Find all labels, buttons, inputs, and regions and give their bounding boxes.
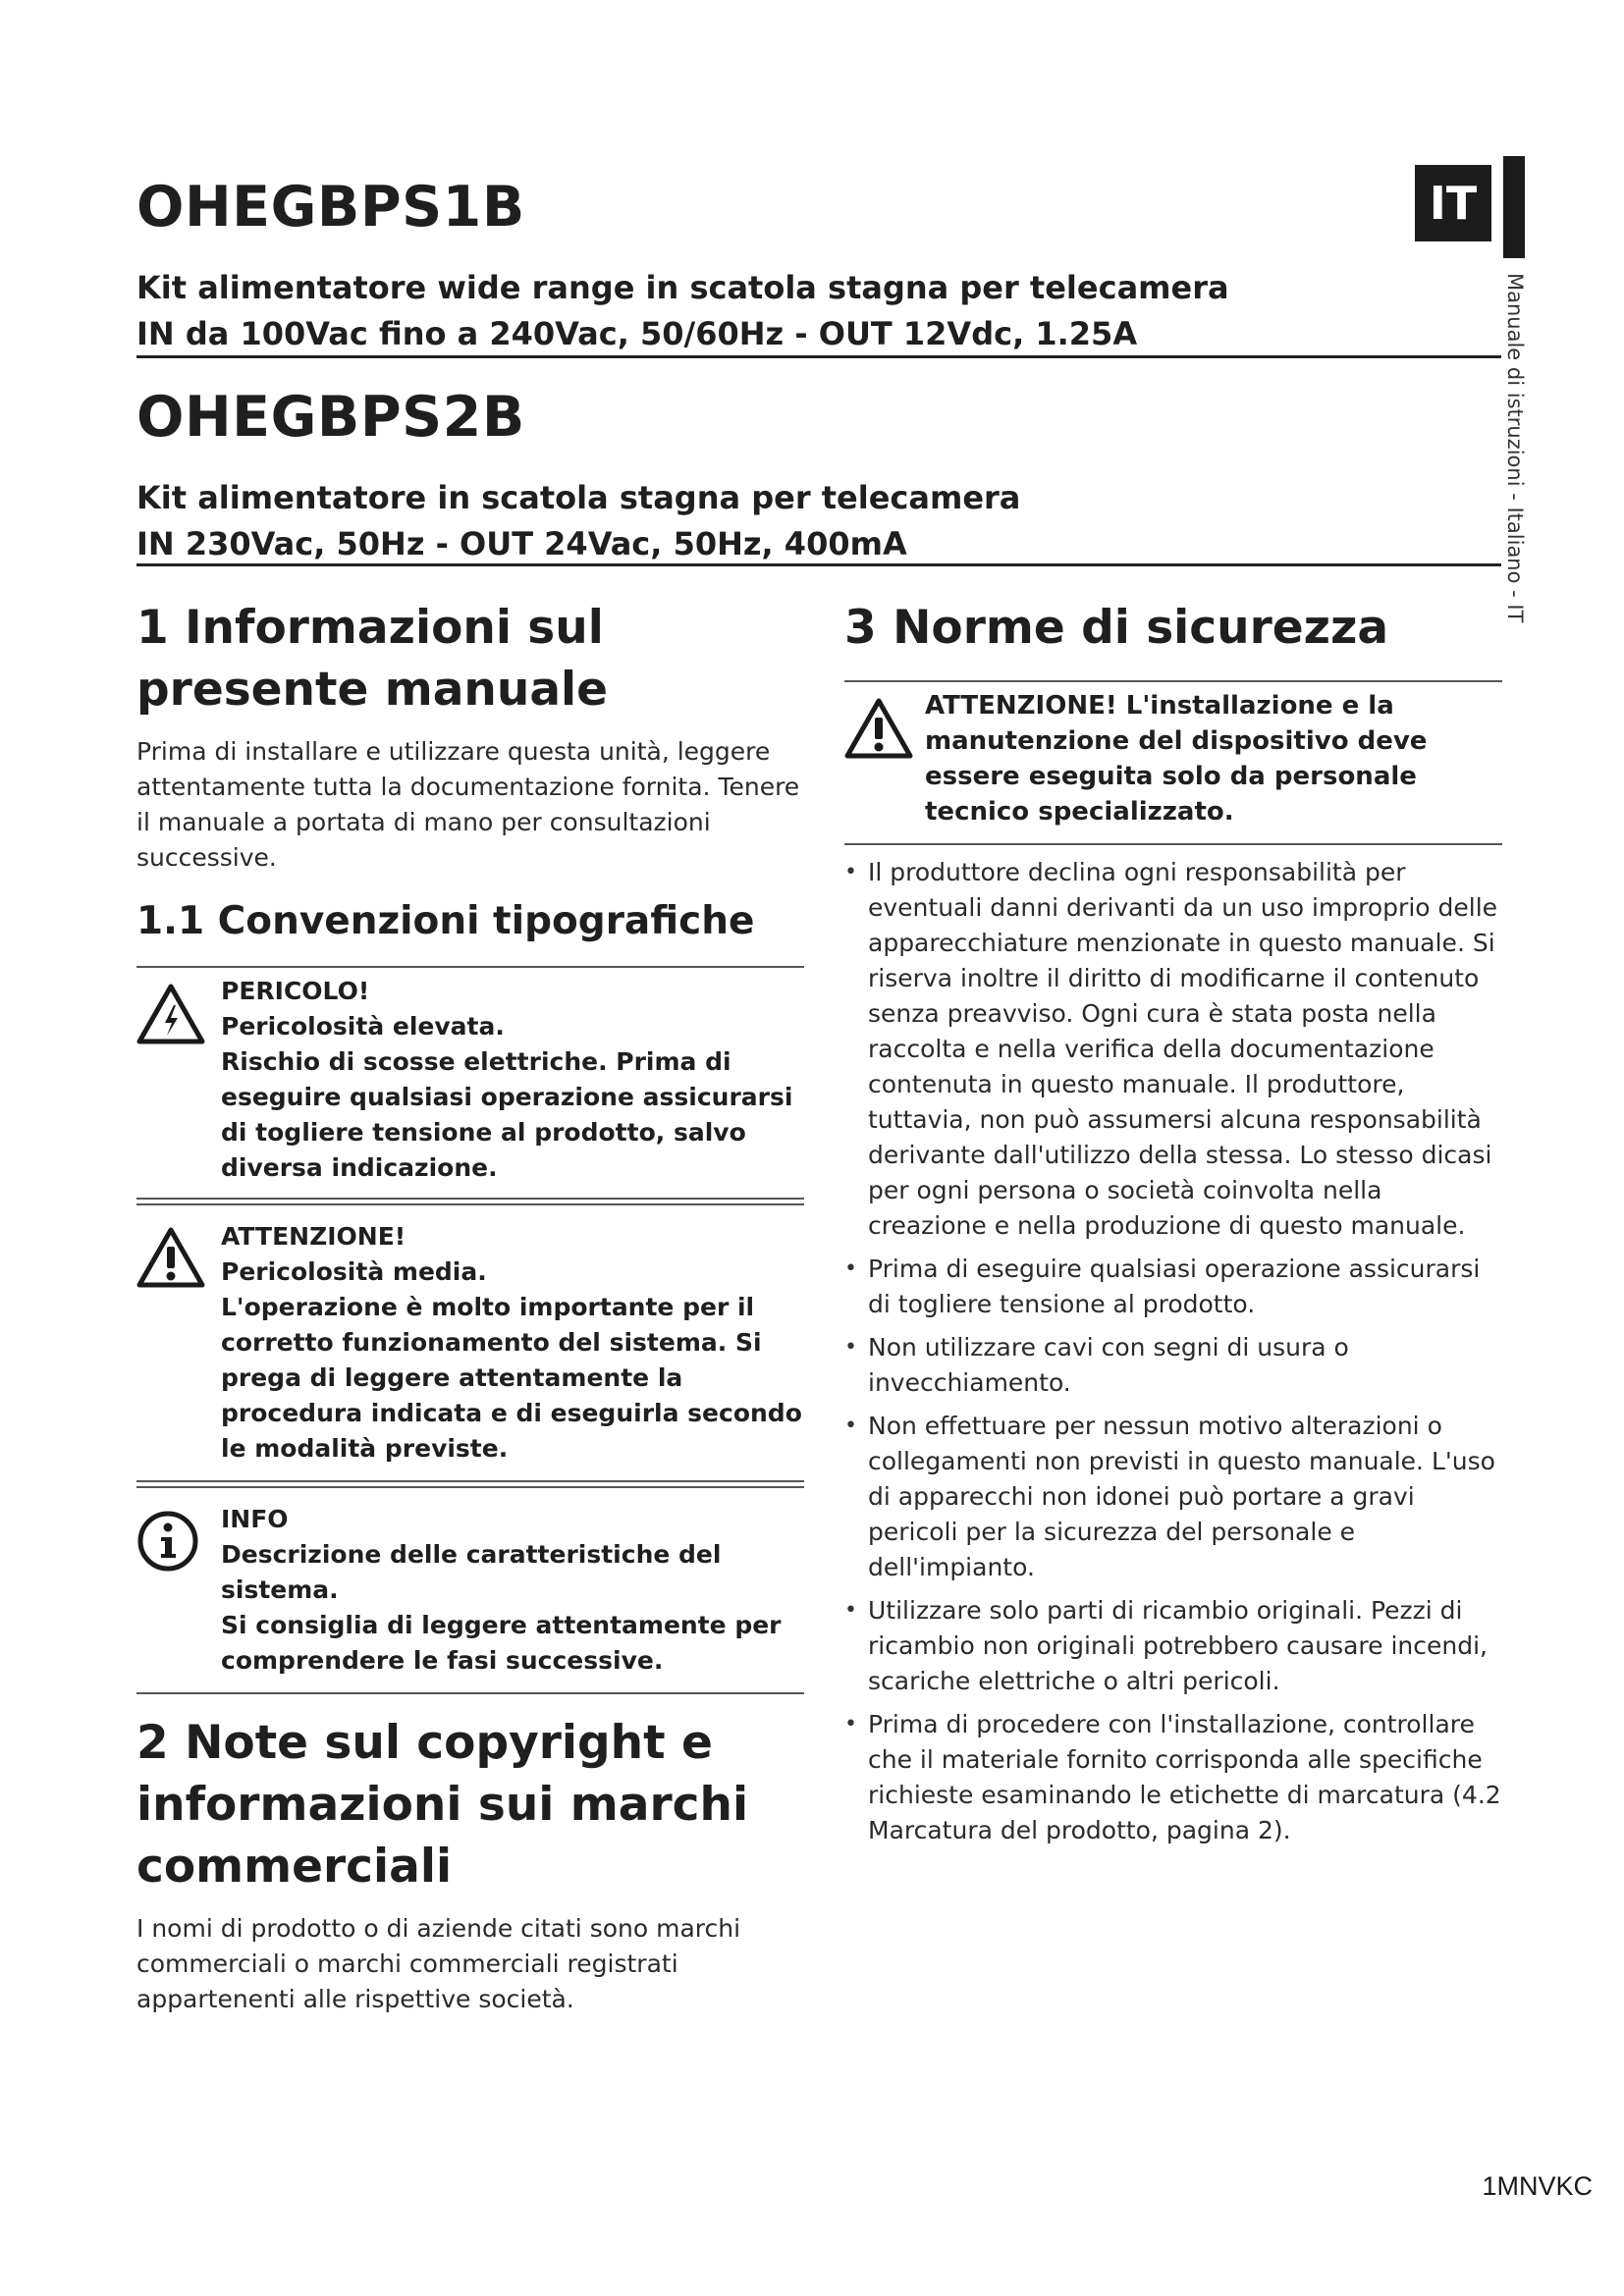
notice-text: Descrizione delle caratteristiche del sistema. Si consiglia di leggere attentamente per comprendere le fasi successive. bbox=[221, 1540, 782, 1675]
section-1-1-title: 1.1 Convenzioni tipografiche bbox=[136, 899, 755, 943]
section-1-title: 1 Informazioni sul presente manuale bbox=[136, 601, 609, 717]
notice-title: PERICOLO! bbox=[221, 977, 370, 1005]
list-item: • Prima di procedere con l'installazione, controllare che il materiale fornito corrisponda alle specifiche richieste esaminando le etichette di marcatura (4.2 Marcatura del prodotto, pagina 2). bbox=[844, 1707, 1502, 1848]
divider bbox=[136, 1486, 804, 1488]
document-code: 1MNVKC bbox=[1482, 2171, 1593, 2201]
divider bbox=[136, 966, 804, 968]
product-code-2: OHEGBPS2B bbox=[136, 385, 525, 450]
notice-title: ATTENZIONE! bbox=[221, 1222, 406, 1251]
info-icon bbox=[136, 1510, 199, 1573]
divider bbox=[136, 355, 1501, 358]
product-code-1: OHEGBPS1B bbox=[136, 175, 525, 240]
divider bbox=[136, 1198, 804, 1200]
notice-info bbox=[136, 1502, 804, 1679]
product-description-line1: Kit alimentatore in scatola stagna per telecamera bbox=[136, 479, 1021, 516]
divider bbox=[844, 843, 1502, 845]
section-2-title: 2 Note sul copyright e informazioni sui marchi commerciali bbox=[136, 1716, 749, 1894]
electric-hazard-icon bbox=[136, 984, 205, 1044]
product-description-1 bbox=[136, 265, 1491, 357]
list-item: • Non effettuare per nessun motivo alterazioni o collegamenti non previsti in questo manuale. L'uso di apparecchi non idonei può portare a gravi pericoli per la sicurezza del personale e dell'impianto. bbox=[844, 1409, 1502, 1585]
product-description-line2: IN 230Vac, 50Hz - OUT 24Vac, 50Hz, 400mA bbox=[136, 525, 907, 562]
notice-danger bbox=[136, 974, 804, 1186]
safety-rules-list bbox=[844, 855, 1502, 1848]
divider bbox=[136, 1692, 804, 1694]
section-3-title: 3 Norme di sicurezza bbox=[844, 601, 1389, 655]
left-column bbox=[136, 597, 804, 2017]
product-description-line2: IN da 100Vac fino a 240Vac, 50/60Hz - OUT 12Vdc, 1.25A bbox=[136, 315, 1138, 352]
safety-warning-text: ATTENZIONE! L'installazione e la manutenzione del dispositivo deve essere eseguita solo da personale tecnico specializzato. bbox=[925, 691, 1428, 827]
section-1-body: Prima di installare e utilizzare questa unità, leggere attentamente tutta la documentazione fornita. Tenere il manuale a portata di mano per consultazioni successive. bbox=[136, 737, 800, 872]
notice-title: INFO bbox=[221, 1505, 289, 1533]
right-column bbox=[844, 597, 1502, 1856]
list-item: • Prima di eseguire qualsiasi operazione assicurarsi di togliere tensione al prodotto. bbox=[844, 1252, 1502, 1322]
divider bbox=[844, 680, 1502, 682]
product-description-line1: Kit alimentatore wide range in scatola stagna per telecamera bbox=[136, 269, 1229, 306]
notice-text: Pericolosità elevata. Rischio di scosse elettriche. Prima di eseguire qualsiasi operazione assicurarsi di togliere tensione al prodotto, salvo diversa indicazione. bbox=[221, 1012, 793, 1182]
safety-warning bbox=[844, 688, 1502, 829]
language-bar bbox=[1503, 156, 1525, 258]
list-item: • Il produttore declina ogni responsabilità per eventuali danni derivanti da un uso improprio delle apparecchiature menzionate in questo manuale. Si riserva inoltre il diritto di modificarne il contenuto senza preavviso. Ogni cura è stata posta nella raccolta e nella verifica della documentazione contenuta in questo manuale. Il produttore, tuttavia, non può assumersi alcuna responsabilità derivante dall'utilizzo della stessa. Lo stesso dicasi per ogni persona o società coinvolta nella creazione e nella produzione di questo manuale. bbox=[844, 855, 1502, 1244]
warning-icon bbox=[844, 698, 913, 759]
side-label: Manuale di istruzioni - Italiano - IT bbox=[1503, 273, 1527, 623]
list-item: • Utilizzare solo parti di ricambio originali. Pezzi di ricambio non originali potrebbero causare incendi, scariche elettriche o altri pericoli. bbox=[844, 1593, 1502, 1699]
product-description-2 bbox=[136, 475, 1491, 567]
notice-text: Pericolosità media. L'operazione è molto importante per il corretto funzionamento del sistema. Si prega di leggere attentamente la procedura indicata e di eseguirla secondo le modalità previste. bbox=[221, 1257, 802, 1463]
list-item: • Non utilizzare cavi con segni di usura o invecchiamento. bbox=[844, 1330, 1502, 1401]
warning-icon bbox=[136, 1227, 205, 1288]
section-2-body: I nomi di prodotto o di aziende citati sono marchi commerciali o marchi commerciali registrati appartenenti alle rispettive società. bbox=[136, 1914, 741, 2013]
notice-warning bbox=[136, 1219, 804, 1467]
language-badge: IT bbox=[1415, 165, 1491, 241]
divider bbox=[136, 1480, 804, 1482]
divider bbox=[136, 563, 1501, 566]
divider bbox=[136, 1203, 804, 1205]
